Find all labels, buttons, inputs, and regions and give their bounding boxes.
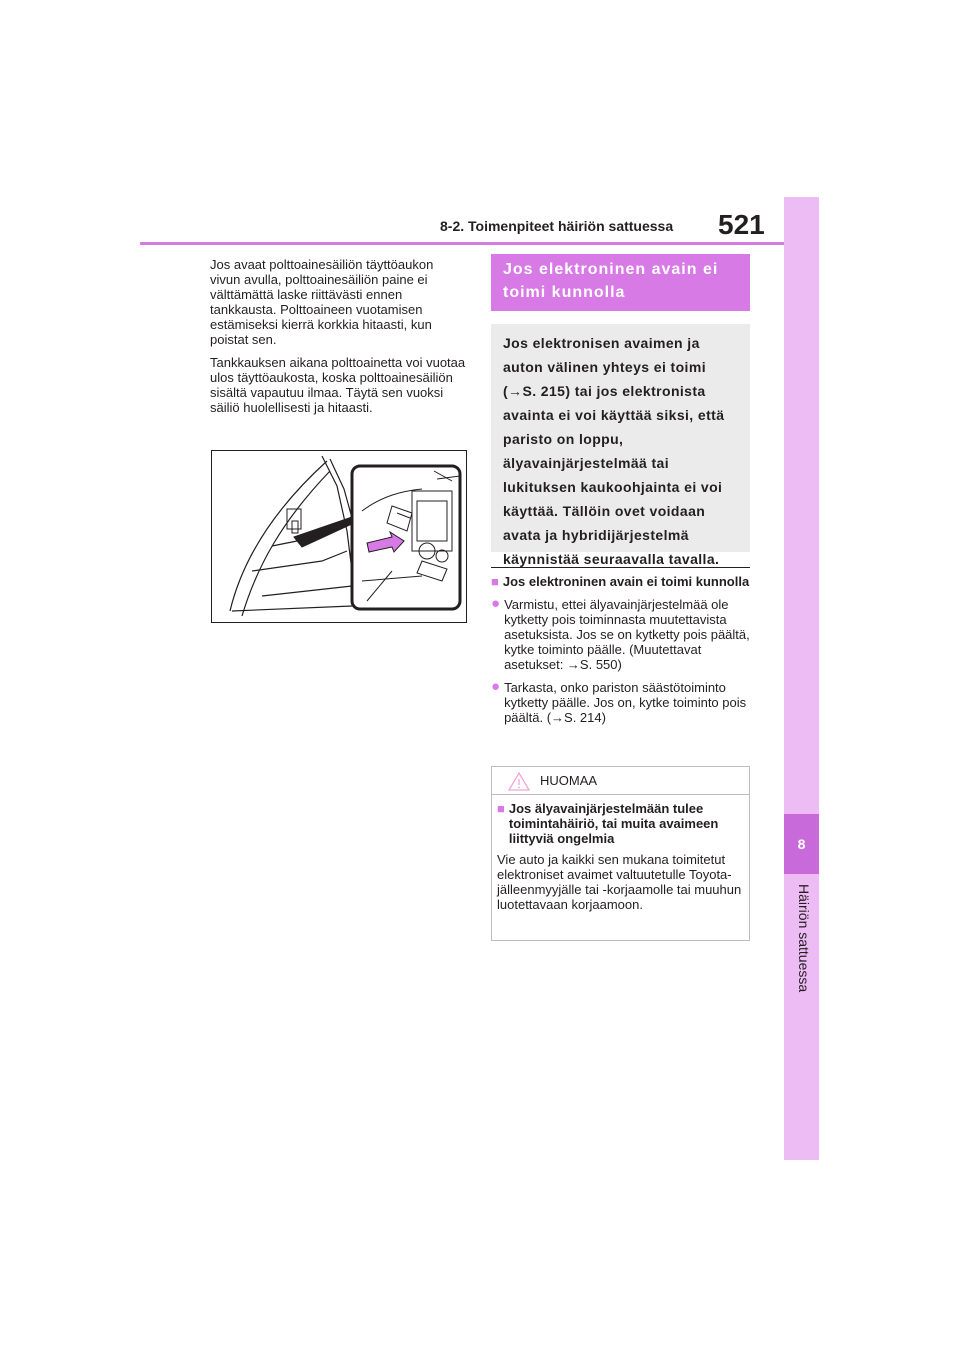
caution-subheading-text: Jos älyavainjärjestelmään tulee toimintahäiriö, tai muita avaimeen liittyviä ongelmia	[508, 801, 719, 846]
bullet-dot-icon: ●	[491, 595, 501, 612]
paragraph: Jos avaat polttoainesäiliön täyttöaukon vivun avulla, polttoainesäiliön paine ei välttämättä laske riittävästi ennen tankkausta. Polttoaineen vuotamisen estämiseksi kierrä korkkia hitaasti, kun poistat sen.	[210, 257, 434, 347]
chapter-side-tab	[784, 197, 819, 1160]
caution-header	[492, 767, 749, 795]
left-column	[210, 257, 466, 423]
list-item-text: Tarkasta, onko pariston säästötoiminto kytketty päälle. Jos on, kytke toiminto pois päältä. (→S. 214)	[504, 680, 747, 725]
header-rule	[140, 242, 784, 245]
bullet-dot-icon: ●	[491, 678, 501, 695]
square-marker-icon: ■	[491, 574, 499, 589]
caution-body	[492, 795, 749, 918]
square-marker-icon: ■	[497, 801, 505, 816]
subheading	[491, 574, 751, 589]
page-number: 521	[718, 209, 765, 240]
section-heading: Jos elektroninen avain ei toimi kunnolla	[491, 254, 750, 311]
list-item-text: Varmistu, ettei älyavainjärjestelmää ole kytketty pois toiminnasta muutettavista asetuksista. Jos se on kytketty pois päältä, kytke toiminto päälle. (Muutettavat asetukset: →S. 550)	[504, 597, 750, 672]
section-title: 8-2. Toimenpiteet häiriön sattuessa	[440, 218, 674, 234]
list-item	[491, 680, 751, 725]
car-interior-drawing	[212, 451, 466, 622]
caution-text: Vie auto ja kaikki sen mukana toimitetut elektroniset avaimet valtuutetulle Toyota-jälleenmyyjälle tai -korjaamolle tai muuhun luotettavaan korjaamoon.	[497, 852, 742, 912]
list-item	[491, 597, 751, 672]
caution-box	[491, 766, 750, 941]
paragraph: Tankkauksen aikana polttoainetta voi vuotaa ulos täyttöaukosta, koska polttoainesäiliön sisältä vapautuu ilmaa. Täytä sen vuoksi säiliö huolellisesti ja hitaasti.	[210, 355, 466, 415]
warning-triangle-icon	[508, 771, 530, 791]
subheading-text: Jos elektroninen avain ei toimi kunnolla	[502, 574, 750, 589]
caution-subheading	[497, 801, 744, 846]
caution-title: HUOMAA	[540, 773, 598, 788]
divider	[491, 567, 750, 568]
fuel-door-illustration	[211, 450, 467, 623]
chapter-number: 8	[784, 814, 819, 874]
right-column	[491, 567, 751, 733]
chapter-label: Häiriön sattuessa	[796, 884, 812, 993]
info-box: Jos elektronisen avaimen ja auton välinen yhteys ei toimi (→S. 215) tai jos elektronista avainta ei voi käyttää siksi, että paristo on loppu, älyavainjärjestelmää tai lukituksen kaukoohjainta ei voi käyttää. Tällöin ovet voidaan avata ja hybridijärjestelmä käynnistää seuraavalla tavalla.	[491, 324, 750, 552]
